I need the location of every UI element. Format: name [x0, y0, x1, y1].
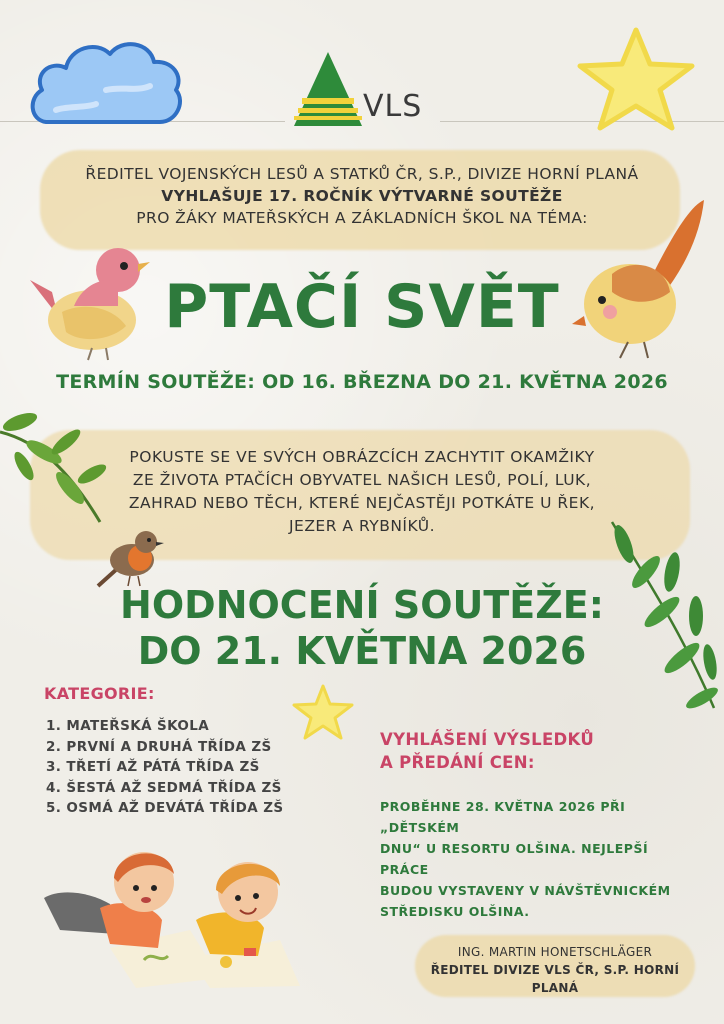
evaluation-heading: HODNOCENÍ SOUTĚŽE: [120, 583, 604, 627]
results-body-line-3: BUDOU VYSTAVENY V NÁVŠTĚVNICKÉM [380, 883, 671, 898]
signature-name: ING. MARTIN HONETSCHLÄGER [457, 945, 653, 959]
results-body-line-1: PROBĚHNE 28. KVĚTNA 2026 PŘI „DĚTSKÉM [380, 799, 626, 835]
logo-text: VLS [363, 89, 423, 124]
category-item: 4. ŠESTÁ AŽ SEDMÁ TŘÍDA ZŠ [46, 779, 282, 796]
categories-heading: KATEGORIE: [44, 684, 155, 703]
description-line-2: ZE ŽIVOTA PTAČÍCH OBYVATEL NAŠICH LESŮ, POLÍ, LUK, [132, 471, 592, 489]
intro-line-1: ŘEDITEL VOJENSKÝCH LESŮ A STATKŮ ČR, S.P., DIVIZE HORNÍ PLANÁ [85, 165, 639, 183]
competition-term: TERMÍN SOUTĚŽE: OD 16. BŘEZNA DO 21. KVĚTNA 2026 [56, 371, 668, 393]
star-icon [290, 682, 356, 742]
results-heading-line-2: A PŘEDÁNÍ CEN: [380, 753, 535, 772]
category-item: 5. OSMÁ AŽ DEVÁTÁ TŘÍDA ZŠ [46, 800, 284, 816]
intro-line-2: VYHLAŠUJE 17. ROČNÍK VÝTVARNÉ SOUTĚŽE [161, 187, 563, 205]
category-item: 3. TŘETÍ AŽ PÁTÁ TŘÍDA ZŠ [46, 759, 260, 775]
categories-list [46, 716, 284, 819]
signature-block [415, 943, 695, 997]
results-heading-line-1: VYHLÁŠENÍ VÝSLEDKŮ [380, 730, 595, 749]
star-icon [574, 24, 704, 136]
cloud-icon [26, 30, 186, 136]
results-body-line-2: DNU“ U RESORTU OLŠINA. NEJLEPŠÍ PRÁCE [380, 841, 649, 877]
children-drawing-illustration [40, 838, 330, 988]
evaluation-date: DO 21. KVĚTNA 2026 [137, 629, 587, 673]
description-line-1: POKUSTE SE VE SVÝCH OBRÁZCÍCH ZACHYTIT OKAMŽIKY [129, 448, 595, 466]
intro-line-3: PRO ŽÁKY MATEŘSKÝCH A ZÁKLADNÍCH ŠKOL NA TÉMA: [136, 209, 588, 227]
results-body-line-4: STŘEDISKU OLŠINA. [380, 904, 530, 919]
description-line-3: ZAHRAD NEBO TĚCH, KTERÉ NEJČASTĚJI POTKÁTE U ŘEK, [128, 494, 596, 512]
description-line-4: JEZER A RYBNÍKŮ. [288, 517, 436, 535]
category-item: 2. PRVNÍ A DRUHÁ TŘÍDA ZŠ [46, 738, 272, 755]
signature-role: ŘEDITEL DIVIZE VLS ČR, S.P. HORNÍ PLANÁ [430, 963, 680, 995]
results-heading [380, 728, 594, 774]
category-item: 1. MATEŘSKÁ ŠKOLA [46, 718, 210, 734]
results-body [380, 796, 690, 922]
page-title: PTAČÍ SVĚT [164, 272, 560, 342]
vls-logo-icon [292, 50, 364, 128]
